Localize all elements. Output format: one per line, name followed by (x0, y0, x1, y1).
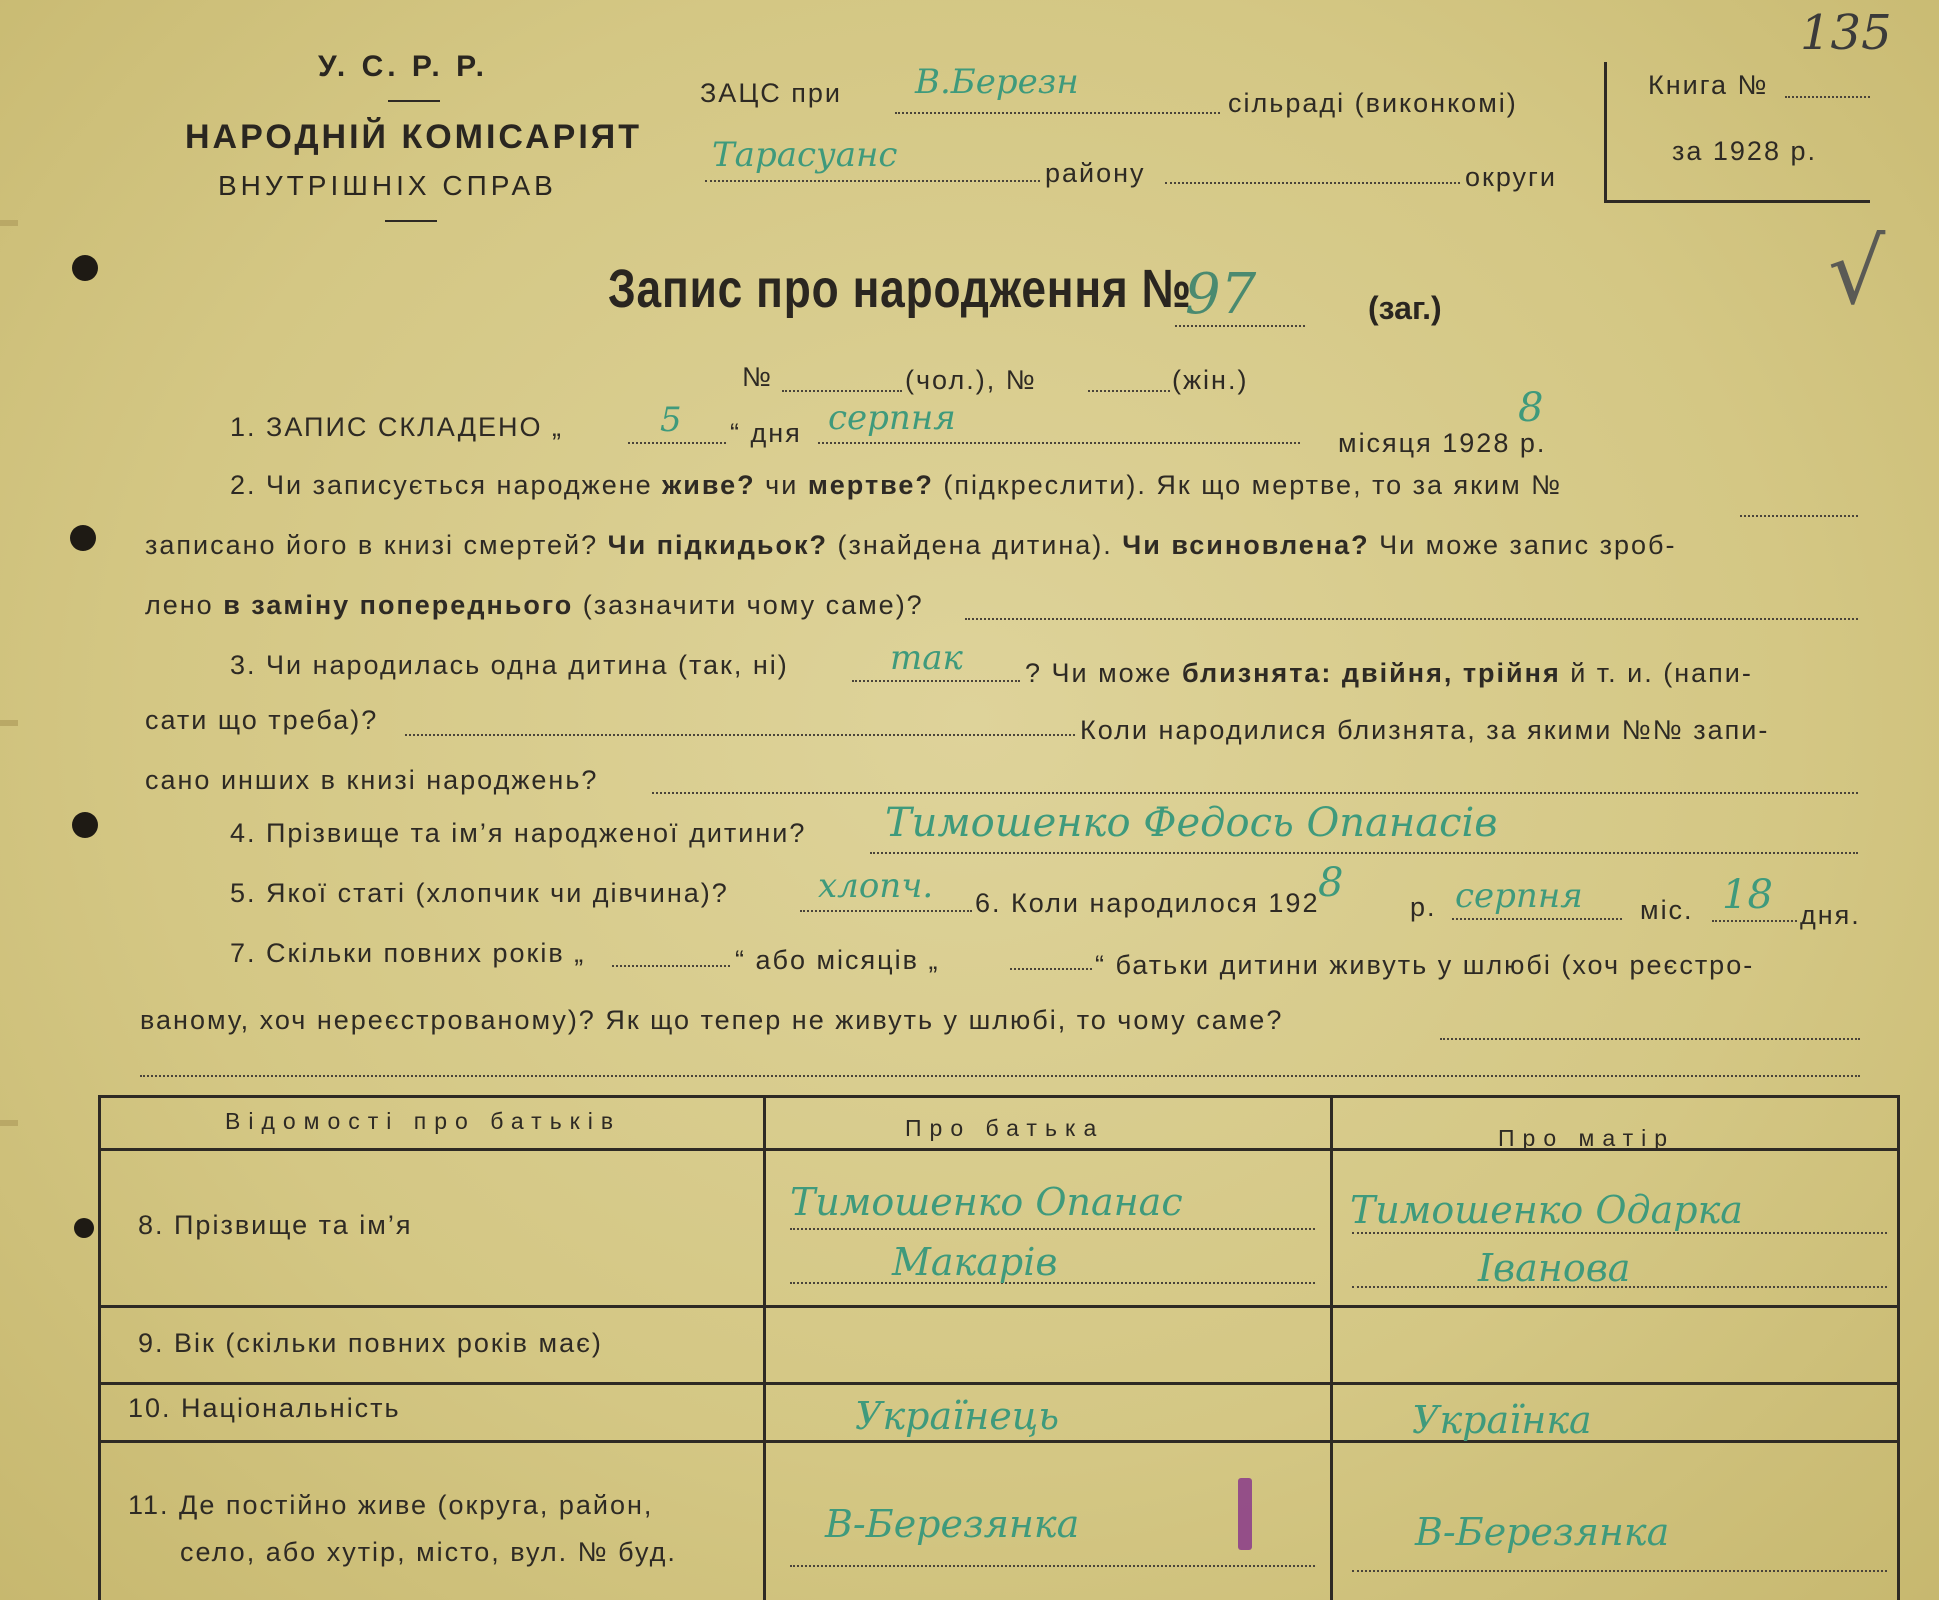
q4-hand: Тимошенко Федось Опанасів (885, 800, 1498, 846)
q6-year-hand: 8 (1318, 860, 1344, 906)
row8-father-hand1: Тимошенко Опанас (790, 1180, 1183, 1224)
zags-suffix: сільраді (виконкомі) (1228, 88, 1518, 118)
edge-nick (0, 220, 18, 226)
q3-line3: сано инших в книзі народжень? (145, 765, 599, 795)
q7-line1b: “ або місяців „ (735, 945, 940, 975)
q3-twins-line (405, 734, 1075, 736)
q6-month-hand: серпня (1455, 876, 1583, 916)
q3-line1a: 3. Чи народилась одна дитина (так, ні) (230, 650, 789, 680)
subline-female: (жін.) (1172, 365, 1249, 395)
okrug-line (1165, 182, 1460, 184)
q2-line2-text: записано його в книзі смертей? (145, 530, 608, 560)
table-row-border (98, 1305, 1900, 1308)
book-label: Книга № (1648, 70, 1769, 100)
okrug-label: округи (1465, 162, 1557, 192)
q6-month-line (1452, 918, 1622, 920)
q6-day: дня. (1800, 900, 1861, 930)
q2-line3-text: лено (145, 590, 224, 620)
q3-line2b: Коли народилися близнята, за якими №№ запи- (1080, 715, 1770, 745)
q2-line3-text-b: (зазначити чому саме)? (573, 590, 924, 620)
district-hand: Тарасуанс (712, 135, 898, 175)
district-label: району (1045, 158, 1146, 188)
q3-line2a: сати що треба)? (145, 705, 379, 735)
row11-father-hand: В-Березянка (825, 1502, 1080, 1546)
q2-line2 (145, 530, 1677, 561)
table-col-divider (763, 1095, 766, 1600)
q3-line1-rest (1025, 658, 1753, 689)
table-top-border (98, 1095, 1900, 1098)
col-header-mother: Про матір (1498, 1125, 1676, 1151)
q6-day-line (1712, 920, 1797, 922)
commissariat-title: НАРОДНІЙ КОМІСАРІЯТ (185, 118, 642, 156)
subline-no: № (742, 362, 773, 392)
row8-mother-hand2: Іванова (1478, 1246, 1631, 1290)
col-header-info: Відомості про батьків (225, 1108, 622, 1134)
row11-father-line (790, 1565, 1315, 1567)
row10-label: 10. Національність (128, 1393, 401, 1423)
district-line (705, 180, 1040, 182)
record-suffix: (заг.) (1368, 290, 1442, 326)
q2-replace: в заміну попереднього (223, 590, 574, 620)
zags-village-hand: В.Березн (915, 62, 1079, 102)
divider (385, 220, 437, 222)
q3-text-c: й т. и. (напи- (1560, 658, 1753, 688)
q2-text-b: (підкреслити). Як що мертве, то за яким № (933, 470, 1563, 500)
punch-hole (72, 812, 98, 838)
row9-label: 9. Вік (скільки повних років має) (138, 1328, 603, 1358)
edge-nick (0, 1120, 18, 1126)
row10-father-hand: Українець (855, 1394, 1060, 1438)
q6-mis: міс. (1640, 895, 1694, 925)
row8-mother-hand1: Тимошенко Одарка (1350, 1188, 1743, 1232)
row10-mother-hand: Українка (1412, 1398, 1592, 1442)
q7-line1c: “ батьки дитини живуть у шлюбі (хоч реєстро- (1095, 950, 1755, 980)
commissariat-subtitle: ВНУТРІШНІХ СПРАВ (218, 170, 557, 201)
record-title: Запис про народження № (608, 259, 1192, 319)
q2-adopted: Чи всиновлена? (1122, 530, 1370, 560)
q2-found: Чи підкидьок? (607, 530, 828, 560)
q2-death-number-line (1740, 515, 1858, 517)
q2-or: чи (755, 470, 808, 500)
male-number-line (782, 390, 902, 392)
q4-label: 4. Прізвище та ім’я народженої дитини? (230, 818, 807, 848)
row11-mother-line (1352, 1570, 1887, 1572)
q7-years-line (612, 965, 730, 967)
table-left-border (98, 1095, 101, 1600)
q7-line2: ваному, хоч нереєстрованому)? Як що тепер не живуть у шлюбі, то чому саме? (140, 1005, 1284, 1035)
q7-months-line (1010, 968, 1092, 970)
q2-line2-text-c: Чи може запис зроб- (1369, 530, 1677, 560)
table-right-border (1897, 1095, 1900, 1600)
punch-hole (72, 255, 98, 281)
q3-answer-line (852, 680, 1020, 682)
q1-month-line (818, 442, 1300, 444)
q7-reason-line (1440, 1038, 1860, 1040)
row8-label: 8. Прізвище та ім’я (138, 1210, 413, 1240)
q1-month-label: місяця 1928 р. (1338, 428, 1547, 458)
q2-line2-text-b: (знайдена дитина). (828, 530, 1123, 560)
q6-label: 6. Коли народилося 192 (975, 888, 1320, 918)
row11-label-1: 11. Де постійно живе (округа, район, (128, 1490, 654, 1520)
table-col-divider (1330, 1095, 1333, 1600)
book-number-line (1785, 96, 1870, 98)
q1-month-hand: серпня (828, 398, 956, 438)
divider (388, 100, 440, 102)
q1-day-label: “ дня (730, 418, 802, 448)
q3-hand: так (890, 638, 963, 678)
subline-male: (чол.), № (905, 365, 1037, 395)
zags-prefix: ЗАЦС при (700, 78, 843, 108)
q5-line (800, 910, 972, 912)
row8-mother-line1 (1352, 1232, 1887, 1234)
row8-father-hand2: Макарів (892, 1240, 1058, 1284)
table-row-border (98, 1382, 1900, 1385)
book-box-left-border (1604, 62, 1607, 202)
q1-day-line (628, 442, 726, 444)
row8-father-line1 (790, 1228, 1315, 1230)
q2-dead: мертве? (807, 470, 934, 500)
punch-hole (74, 1218, 94, 1238)
q2-line3 (145, 590, 924, 621)
q4-name-line (870, 852, 1858, 854)
q6-day-hand: 18 (1722, 872, 1773, 918)
book-box-bottom-border (1604, 200, 1870, 203)
col-header-father: Про батька (905, 1115, 1105, 1141)
zags-village-line (895, 112, 1220, 114)
q2-reason-line (965, 618, 1858, 620)
q3-twins: близнята: двійня, трійня (1181, 658, 1561, 688)
q3-text-b: ? Чи може (1025, 658, 1182, 688)
q1-year-mark: 8 (1518, 385, 1544, 431)
q7-extra-line (140, 1075, 1860, 1077)
record-number-hand: 97 (1185, 262, 1257, 327)
q1-day-hand: 5 (660, 400, 682, 440)
q5-label: 5. Якої статі (хлопчик чи дівчина)? (230, 878, 729, 908)
q2-alive: живе? (662, 470, 756, 500)
q1-prefix: 1. ЗАПИС СКЛАДЕНО „ (230, 412, 563, 442)
q5-hand: хлопч. (818, 866, 934, 906)
punch-hole (70, 525, 96, 551)
edge-nick (0, 720, 18, 726)
q2-line1 (230, 470, 1562, 501)
row11-mother-hand: В-Березянка (1415, 1510, 1670, 1554)
table-row-border (98, 1440, 1900, 1443)
corner-number: 135 (1800, 5, 1892, 61)
row11-label-2: село, або хутір, місто, вул. № буд. (180, 1537, 677, 1567)
q6-r: р. (1410, 892, 1437, 922)
q7-line1a: 7. Скільки повних років „ (230, 938, 586, 968)
book-year: за 1928 р. (1672, 136, 1817, 166)
female-number-line (1088, 390, 1170, 392)
ussr-label: У. С. Р. Р. (318, 50, 488, 83)
q2-text: 2. Чи записується народжене (230, 470, 663, 500)
q3-numbers-line (652, 792, 1858, 794)
purple-stamp-mark (1238, 1478, 1252, 1550)
check-mark: √ (1828, 220, 1886, 325)
